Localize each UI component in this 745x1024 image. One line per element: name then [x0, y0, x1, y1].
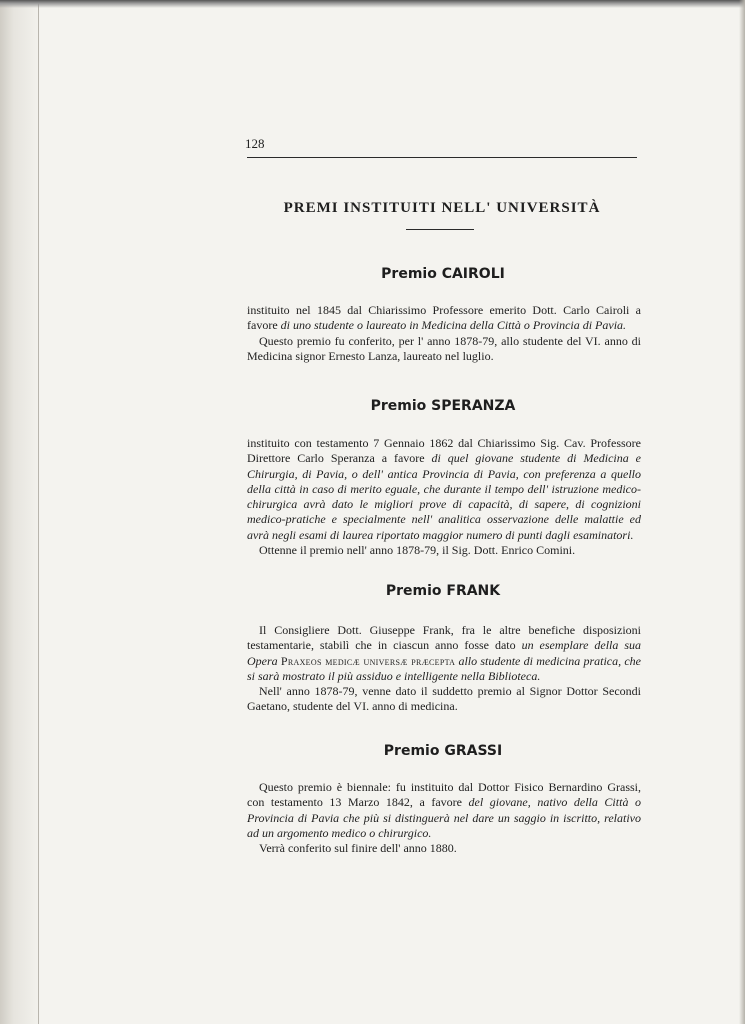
body-text: Questo premio è biennale: fu instituito dal Dottor Fisico Bernardino Grassi, con testamento 13 Marzo 1842, a favore: [247, 780, 641, 810]
body-text: Verrà conferito sul finire dell' anno 1880.: [259, 841, 457, 856]
paragraph: [247, 543, 641, 558]
header-rule: [247, 157, 637, 158]
body-text: instituito con testamento 7 Gennaio 1862 dal Chiarissimo Sig. Cav. Professore Direttore Carlo Speranza a favore: [247, 436, 641, 466]
section-body-grassi: [247, 780, 641, 856]
section-heading-frank: Premio FRANK: [385, 583, 501, 599]
paragraph: [247, 780, 641, 841]
title-underline: [406, 229, 474, 230]
body-text: instituito nel 1845 dal Chiarissimo Professore emerito Dott. Carlo Cairoli a favore: [247, 303, 641, 333]
section-heading-cairoli: Premio CAIROLI: [381, 266, 505, 282]
section-heading-speranza: Premio SPERANZA: [370, 398, 516, 414]
book-binding-edge: [0, 0, 39, 1024]
section-heading-grassi: Premio GRASSI: [383, 743, 503, 759]
paragraph: [247, 303, 641, 334]
paragraph: [247, 436, 641, 543]
paragraph: [247, 684, 641, 715]
page-number: 128: [245, 136, 265, 151]
small-caps-text: Praxeos medicæ universæ præcepta: [280, 653, 456, 668]
italic-text: allo studente di medicina pratica, che si sarà mostrato il più assiduo e intelligente nella Biblioteca.: [247, 653, 642, 683]
section-body-speranza: [247, 436, 641, 558]
body-text: Ottenne il premio nell' anno 1878-79, il Sig. Dott. Enrico Comini.: [259, 543, 576, 558]
page-title: PREMI INSTITUITI NELL' UNIVERSITÀ: [283, 200, 601, 216]
italic-text: di quel giovane studente di Medicina e Chirurgia, di Pavia, o dell' antica Provincia di Pavia, con preferenza a quello della città in caso di merito eguale, che durante il tempo dell' istruzione medico-chirurgica avrà dato le migliori prove di capacità, di sapere, di cognizioni medico-pratiche e specialmente nell' analitica osservazione delle malattie ed avrà negli esami di laurea riportato maggior numero di punti dagli esaminatori.: [247, 451, 642, 542]
italic-text: del giovane, nativo della Città o Provincia di Pavia che più si distinguerà nel dare un saggio in iscritto, relativo ad un argomento medico o chirurgico.: [247, 795, 641, 840]
page-right-edge: [739, 0, 745, 1024]
paragraph: [247, 841, 641, 856]
body-text: Nell' anno 1878-79, venne dato il suddetto premio al Signor Dottor Secondi Gaetano, studente del VI. anno di medicina.: [247, 684, 641, 714]
body-text: Il Consigliere Dott. Giuseppe Frank, fra le altre benefiche disposizioni testamentarie, stabilì che in ciascun anno fosse dato: [247, 623, 641, 653]
section-body-frank: [247, 623, 641, 715]
page-top-edge: [0, 0, 745, 8]
section-body-cairoli: [247, 303, 641, 364]
paragraph: [247, 623, 641, 684]
paragraph: [247, 334, 641, 365]
italic-text: un esemplare della sua Opera: [247, 638, 641, 668]
body-text: Questo premio fu conferito, per l' anno 1878-79, allo studente del VI. anno di Medicina signor Ernesto Lanza, laureato nel luglio.: [247, 333, 641, 363]
italic-text: di uno studente o laureato in Medicina della Città o Provincia di Pavia.: [280, 318, 627, 333]
